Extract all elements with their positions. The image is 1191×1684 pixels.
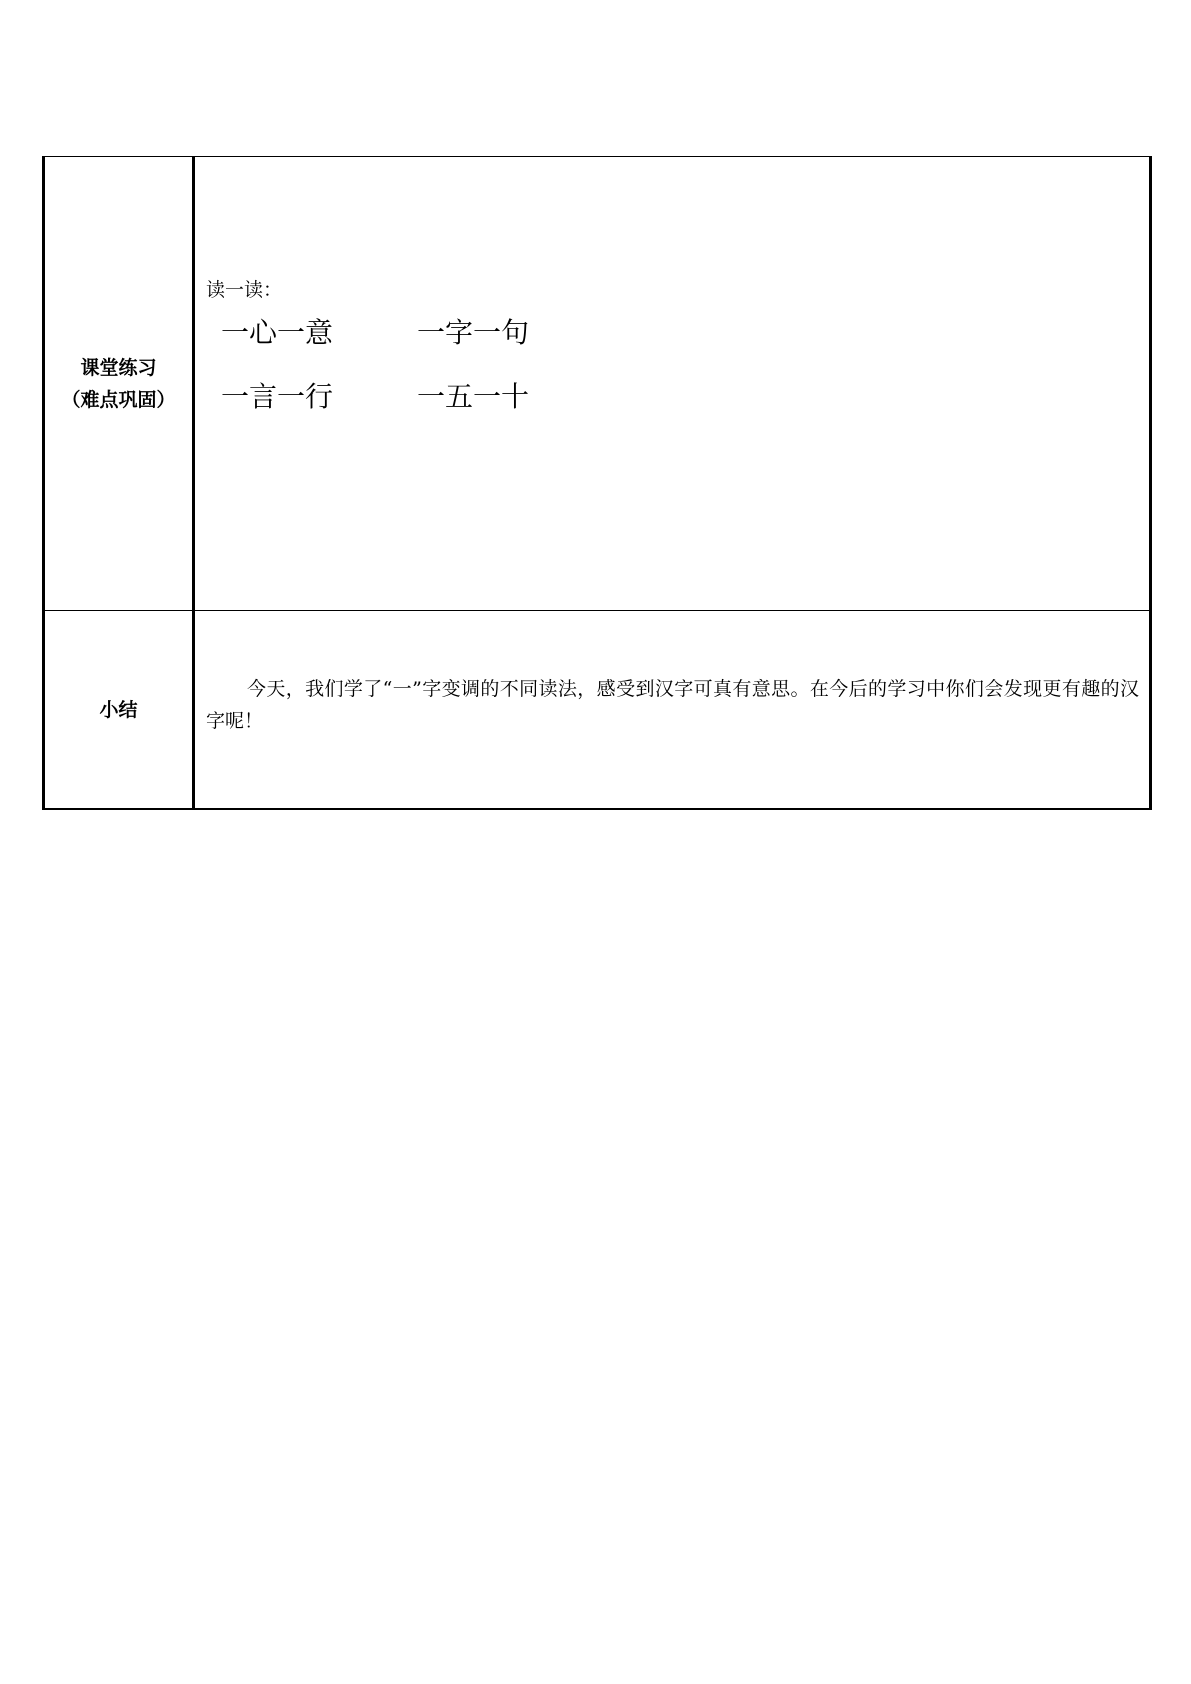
exercise-label: 课堂练习	[80, 356, 157, 379]
exercise-sublabel: （难点巩固）	[61, 388, 176, 411]
word-item: 一言一行	[221, 380, 334, 413]
summary-row	[44, 611, 1151, 810]
summary-text: 今天，我们学了“一”字变调的不同读法，感受到汉字可真有意思。在今后的学习中你们会发现更有趣的汉字呢！	[206, 678, 1139, 732]
word-grid	[221, 317, 557, 413]
exercise-label-cell	[44, 157, 194, 611]
summary-label: 小结	[99, 698, 138, 721]
exercise-heading: 读一读：	[206, 279, 283, 301]
exercise-content-cell	[194, 157, 1151, 611]
summary-label-cell	[44, 611, 194, 810]
summary-content-cell	[194, 611, 1151, 810]
exercise-row	[44, 157, 1151, 611]
lesson-table	[42, 156, 1152, 810]
word-item: 一心一意	[221, 316, 334, 349]
word-item: 一字一句	[417, 316, 530, 349]
word-item: 一五一十	[417, 380, 530, 413]
